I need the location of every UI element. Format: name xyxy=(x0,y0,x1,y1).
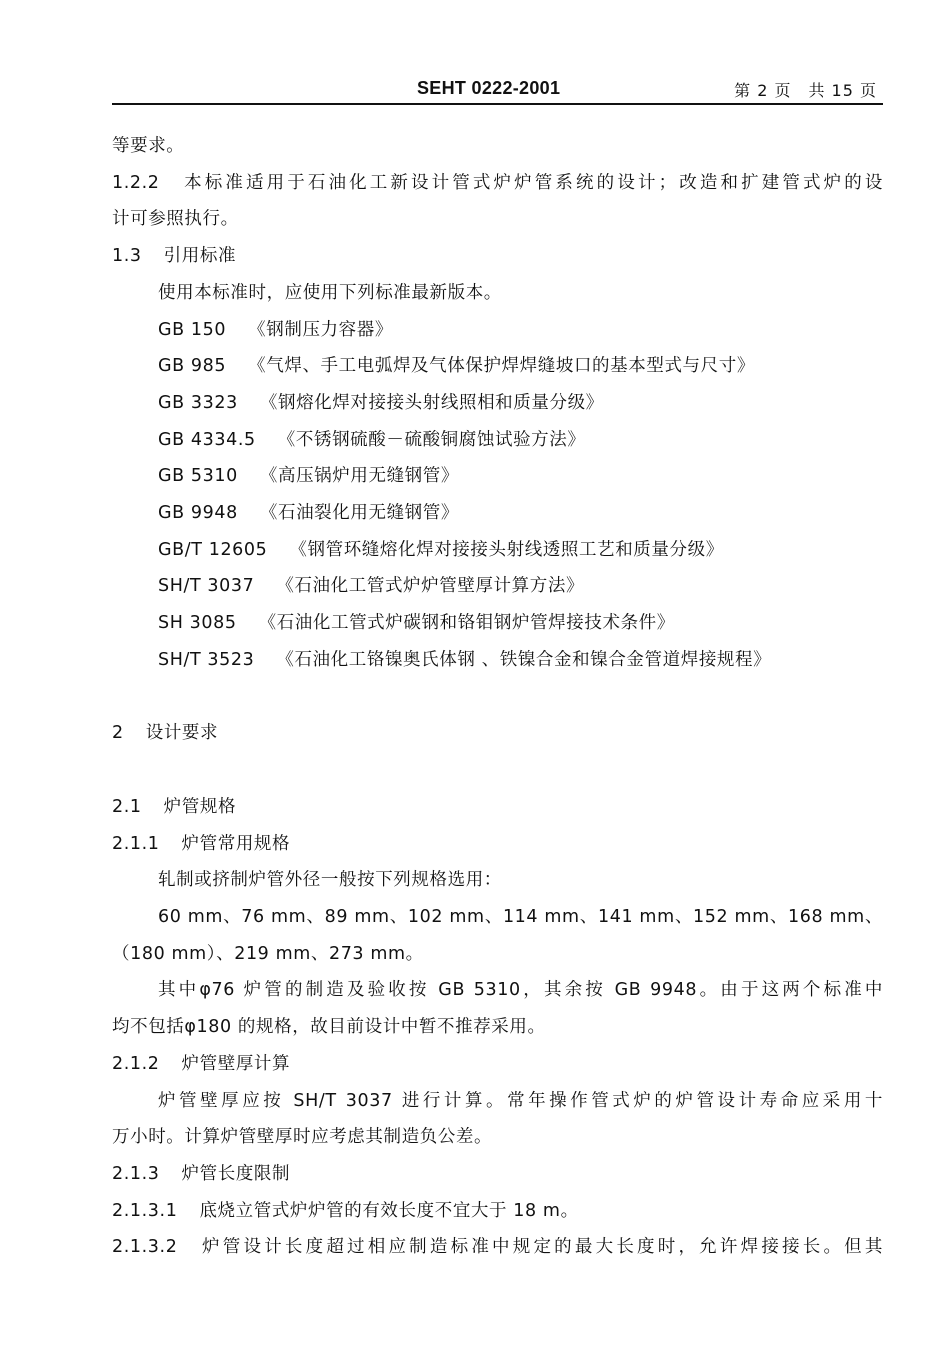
clause-title: 炉管规格 xyxy=(163,797,237,817)
clause-title: 炉管长度限制 xyxy=(181,1164,291,1184)
clause-2-1-heading xyxy=(112,794,236,820)
reference-code: GB 3323 xyxy=(158,393,238,413)
text-line: 计可参照执行。 xyxy=(112,209,239,229)
reference-title: 《石油裂化用无缝钢管》 xyxy=(259,503,459,523)
clause-2-1-1-heading xyxy=(112,831,290,857)
reference-code: GB 985 xyxy=(158,356,227,376)
reference-title: 《不锈钢硫酸－硫酸铜腐蚀试验方法》 xyxy=(277,430,586,450)
clause-number: 2.1.1 xyxy=(112,834,160,854)
reference-item xyxy=(158,500,459,526)
clause-1-3-heading xyxy=(112,243,236,269)
text-line: 轧制或挤制炉管外径一般按下列规格选用： xyxy=(158,870,502,890)
text-line: 使用本标准时，应使用下列标准最新版本。 xyxy=(158,283,502,303)
clause-2-1-2-heading xyxy=(112,1051,290,1077)
reference-title: 《石油化工管式炉碳钢和铬钼钢炉管焊接技术条件》 xyxy=(258,613,675,633)
clause-1-2-2 xyxy=(112,170,883,196)
clause-number: 2.1.3 xyxy=(112,1164,160,1184)
text-line: （180 mm）、219 mm、273 mm。 xyxy=(112,944,424,964)
clause-number: 1.3 xyxy=(112,246,142,266)
text-line: 万小时。计算炉管壁厚时应考虑其制造负公差。 xyxy=(112,1127,493,1147)
clause-title: 炉管壁厚计算 xyxy=(181,1054,291,1074)
reference-item xyxy=(158,573,584,599)
clause-text: 底烧立管式炉炉管的有效长度不宜大于 18 m。 xyxy=(199,1201,579,1221)
reference-code: GB 5310 xyxy=(158,466,238,486)
clause-title: 引用标准 xyxy=(163,246,237,266)
clause-number: 2.1.3.1 xyxy=(112,1201,178,1221)
clause-number: 2.1.3.2 xyxy=(112,1237,178,1257)
clause-number: 1.2.2 xyxy=(112,173,160,193)
clause-2-1-3-2 xyxy=(112,1234,883,1260)
text-line: 其中φ76 炉管的制造及验收按 GB 5310，其余按 GB 9948。由于这两个标准中 xyxy=(158,980,883,1000)
section-title: 设计要求 xyxy=(145,723,219,743)
reference-code: SH 3085 xyxy=(158,613,237,633)
clause-2-1-3-heading xyxy=(112,1161,290,1187)
reference-item xyxy=(158,463,459,489)
text-line: 等要求。 xyxy=(112,136,185,156)
section-number: 2 xyxy=(112,723,124,743)
reference-item xyxy=(158,317,393,343)
reference-code: SH/T 3523 xyxy=(158,650,255,670)
clause-title: 炉管常用规格 xyxy=(181,834,291,854)
reference-code: GB 4334.5 xyxy=(158,430,256,450)
reference-title: 《石油化工管式炉炉管壁厚计算方法》 xyxy=(276,576,585,596)
reference-title: 《气焊、手工电弧焊及气体保护焊焊缝坡口的基本型式与尺寸》 xyxy=(248,356,755,376)
reference-item xyxy=(158,647,771,673)
reference-item xyxy=(158,427,585,453)
page-header xyxy=(112,72,883,102)
clause-text: 本标准适用于石油化工新设计管式炉炉管系统的设计；改造和扩建管式炉的设 xyxy=(181,173,883,193)
section-2-heading xyxy=(112,720,218,746)
text-line: 炉管壁厚应按 SH/T 3037 进行计算。常年操作管式炉的炉管设计寿命应采用十 xyxy=(158,1091,883,1111)
reference-code: GB/T 12605 xyxy=(158,540,268,560)
reference-item xyxy=(158,610,675,636)
reference-code: SH/T 3037 xyxy=(158,576,255,596)
clause-text: 炉管设计长度超过相应制造标准中规定的最大长度时，允许焊接接长。但其 xyxy=(199,1237,883,1257)
text-line: 60 mm、76 mm、89 mm、102 mm、114 mm、141 mm、152 mm、168 mm、 xyxy=(158,907,883,927)
clause-2-1-3-1 xyxy=(112,1198,579,1224)
reference-code: GB 150 xyxy=(158,320,227,340)
reference-title: 《钢制压力容器》 xyxy=(248,320,393,340)
reference-code: GB 9948 xyxy=(158,503,238,523)
text-line: 均不包括φ180 的规格，故目前设计中暂不推荐采用。 xyxy=(112,1017,546,1037)
page-number: 第 2 页 共 15 页 xyxy=(734,81,877,100)
document-code: SEHT 0222-2001 xyxy=(417,78,561,98)
clause-number: 2.1 xyxy=(112,797,142,817)
reference-item xyxy=(158,537,724,563)
reference-item xyxy=(158,353,755,379)
reference-title: 《高压锅炉用无缝钢管》 xyxy=(259,466,459,486)
reference-title: 《钢管环缝熔化焊对接接头射线透照工艺和质量分级》 xyxy=(289,540,724,560)
reference-title: 《钢熔化焊对接接头射线照相和质量分级》 xyxy=(259,393,604,413)
header-rule xyxy=(112,103,883,105)
reference-title: 《石油化工铬镍奥氏体钢 、铁镍合金和镍合金管道焊接规程》 xyxy=(276,650,772,670)
clause-number: 2.1.2 xyxy=(112,1054,160,1074)
reference-item xyxy=(158,390,604,416)
